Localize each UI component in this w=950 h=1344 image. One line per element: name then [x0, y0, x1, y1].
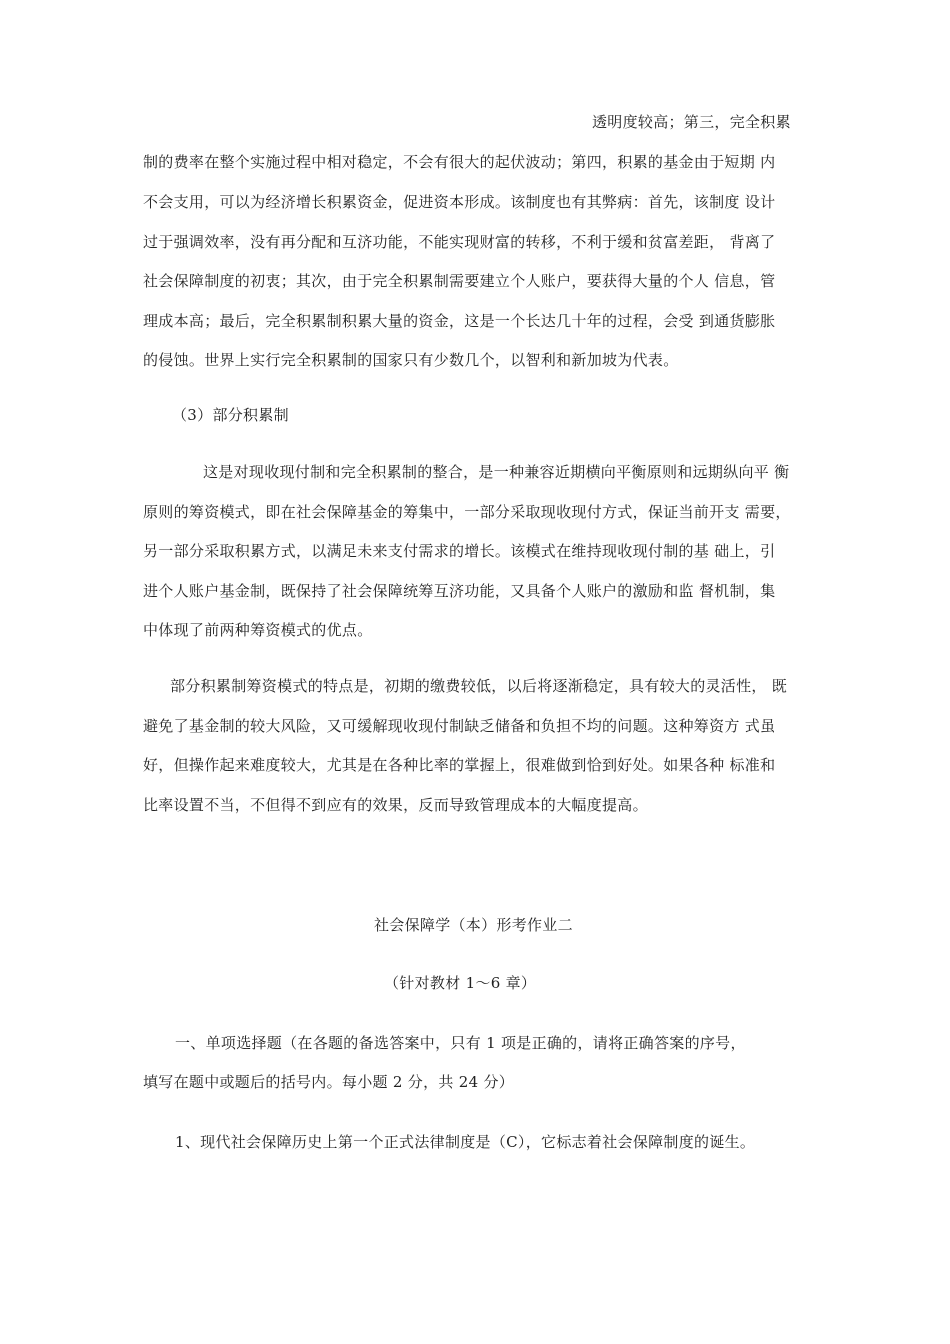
paragraph-line: 进个人账户基金制，既保持了社会保障统筹互济功能，又具备个人账户的激励和监 督机制，集 — [143, 582, 776, 600]
paragraph-line: 过于强调效率，没有再分配和互济功能，不能实现财富的转移，不利于缓和贫富差距， 背离了 — [143, 233, 776, 251]
paragraph-line: 原则的筹资模式，即在社会保障基金的筹集中，一部分采取现收现付方式，保证当前开支 需要， — [143, 503, 791, 521]
paragraph-line: 好，但操作起来难度较大，尤其是在各种比率的掌握上，很难做到恰到好处。如果各种 标准和 — [143, 756, 776, 774]
paragraph-line: 部分积累制筹资模式的特点是，初期的缴费较低，以后将逐渐稳定，具有较大的灵活性， 既 — [170, 677, 788, 695]
paragraph-line: 的侵蚀。世界上实行完全积累制的国家只有少数几个，以智利和新加坡为代表。 — [143, 351, 679, 369]
paragraph-line: 透明度较高；第三，完全积累 — [592, 113, 791, 131]
paragraph-line: 制的费率在整个实施过程中相对稳定，不会有很大的起伏波动；第四，积累的基金由于短期 内 — [143, 153, 776, 171]
paragraph-line: 避免了基金制的较大风险，又可缓解现收现付制缺乏储备和负担不均的问题。这种筹资方 式虽 — [143, 717, 776, 735]
paragraph-line: 中体现了前两种筹资模式的优点。 — [143, 621, 373, 639]
section-instructions-line: 填写在题中或题后的括号内。每小题 2 分，共 24 分） — [143, 1073, 515, 1091]
question-item: 1、现代社会保障历史上第一个正式法律制度是（C），它标志着社会保障制度的诞生。 — [175, 1133, 756, 1151]
paragraph-line: 不会支用，可以为经济增长积累资金，促进资本形成。该制度也有其弊病：首先，该制度 设计 — [143, 193, 776, 211]
paragraph-line: 社会保障制度的初衷；其次，由于完全积累制需要建立个人账户，要获得大量的个人 信息，管 — [143, 272, 776, 290]
paragraph-line: 这是对现收现付制和完全积累制的整合，是一种兼容近期横向平衡原则和远期纵向平 衡 — [203, 463, 790, 481]
page-subtitle: （针对教材 1～6 章） — [384, 974, 537, 992]
paragraph-line: 比率设置不当，不但得不到应有的效果，反而导致管理成本的大幅度提高。 — [143, 796, 648, 814]
page-title: 社会保障学（本）形考作业二 — [374, 916, 573, 934]
paragraph-line: 另一部分采取积累方式，以满足未来支付需求的增长。该模式在维持现收现付制的基 础上，引 — [143, 542, 776, 560]
paragraph-line: 理成本高；最后，完全积累制积累大量的资金，这是一个长达几十年的过程，会受 到通货膨胀 — [143, 312, 776, 330]
section-heading: （3）部分积累制 — [172, 406, 289, 424]
section-instructions-line: 一、单项选择题（在各题的备选答案中，只有 1 项是正确的，请将正确答案的序号， — [175, 1034, 746, 1052]
